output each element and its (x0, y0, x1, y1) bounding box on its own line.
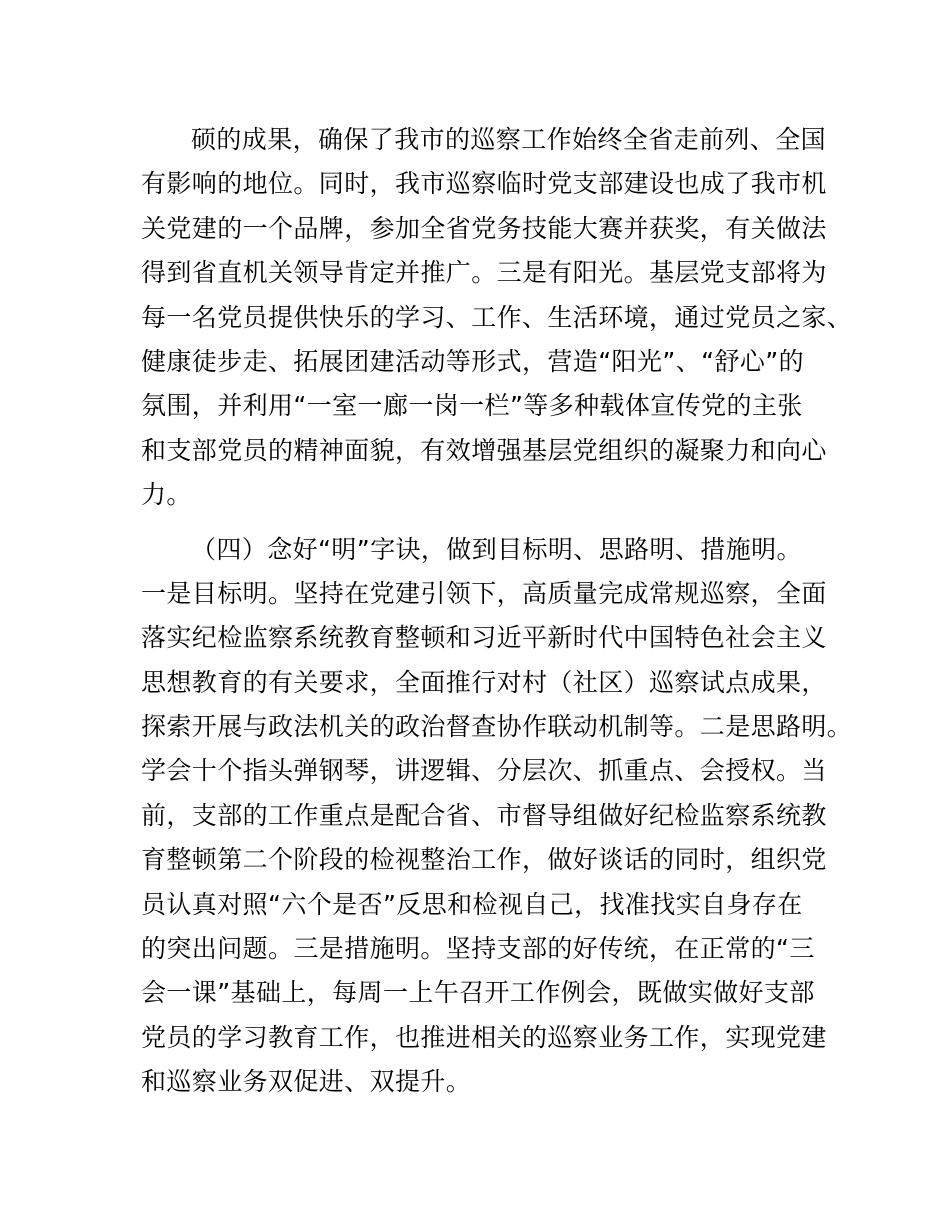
text-line: 会一课”基础上，每周一上午召开工作例会，既做实做好支部 (141, 978, 815, 1008)
text-line: 育整顿第二个阶段的检视整治工作，做好谈话的同时，组织党 (141, 845, 827, 875)
text-line: 得到省直机关领导肯定并推广。三是有阳光。基层党支部将为 (141, 258, 827, 288)
text-line: 学会十个指头弹钢琴，讲逻辑、分层次、抓重点、会授权。当 (141, 756, 827, 786)
text-line: （四）念好“明”字诀，做到目标明、思路明、措施明。 (191, 534, 802, 564)
text-line: 党员的学习教育工作，也推进相关的巡察业务工作，实现党建 (141, 1022, 827, 1052)
text-line: 前，支部的工作重点是配合省、市督导组做好纪检监察系统教 (141, 800, 827, 830)
text-line: 关党建的一个品牌，参加全省党务技能大赛并获奖，有关做法 (141, 213, 827, 243)
text-line: 一是目标明。坚持在党建引领下，高质量完成常规巡察，全面 (141, 578, 827, 608)
text-line: 落实纪检监察系统教育整顿和习近平新时代中国特色社会主义 (141, 623, 827, 653)
text-line: 力。 (141, 480, 192, 510)
text-line: 和巡察业务双促进、双提升。 (141, 1067, 472, 1097)
paragraph (141, 118, 853, 518)
text-line: 思想教育的有关要求，全面推行对村（社区）巡察试点成果， (141, 667, 827, 697)
paragraph-spacer (141, 518, 831, 528)
text-line: 氛围，并利用“一室一廊一岗一栏”等多种载体宣传党的主张 (141, 391, 803, 421)
text-line: 硕的成果，确保了我市的巡察工作始终全省走前列、全国 (191, 125, 827, 154)
paragraph (141, 528, 853, 1105)
text-line: 有影响的地位。同时，我市巡察临时党支部建设也成了我市机 (141, 169, 827, 199)
text-line: 和支部党员的精神面貌，有效增强基层党组织的凝聚力和向心 (141, 435, 827, 465)
text-line: 员认真对照“六个是否”反思和检视自己，找准找实自身存在 (141, 889, 803, 919)
text-line: 每一名党员提供快乐的学习、工作、生活环境，通过党员之家、 (141, 302, 853, 332)
text-line: 探索开展与政法机关的政治督查协作联动机制等。二是思路明。 (141, 712, 853, 742)
text-line: 健康徒步走、拓展团建活动等形式，营造“阳光”、“舒心”的 (141, 346, 805, 376)
document-body (141, 118, 853, 1105)
text-line: 的突出问题。三是措施明。坚持支部的好传统，在正常的“三 (141, 934, 815, 964)
